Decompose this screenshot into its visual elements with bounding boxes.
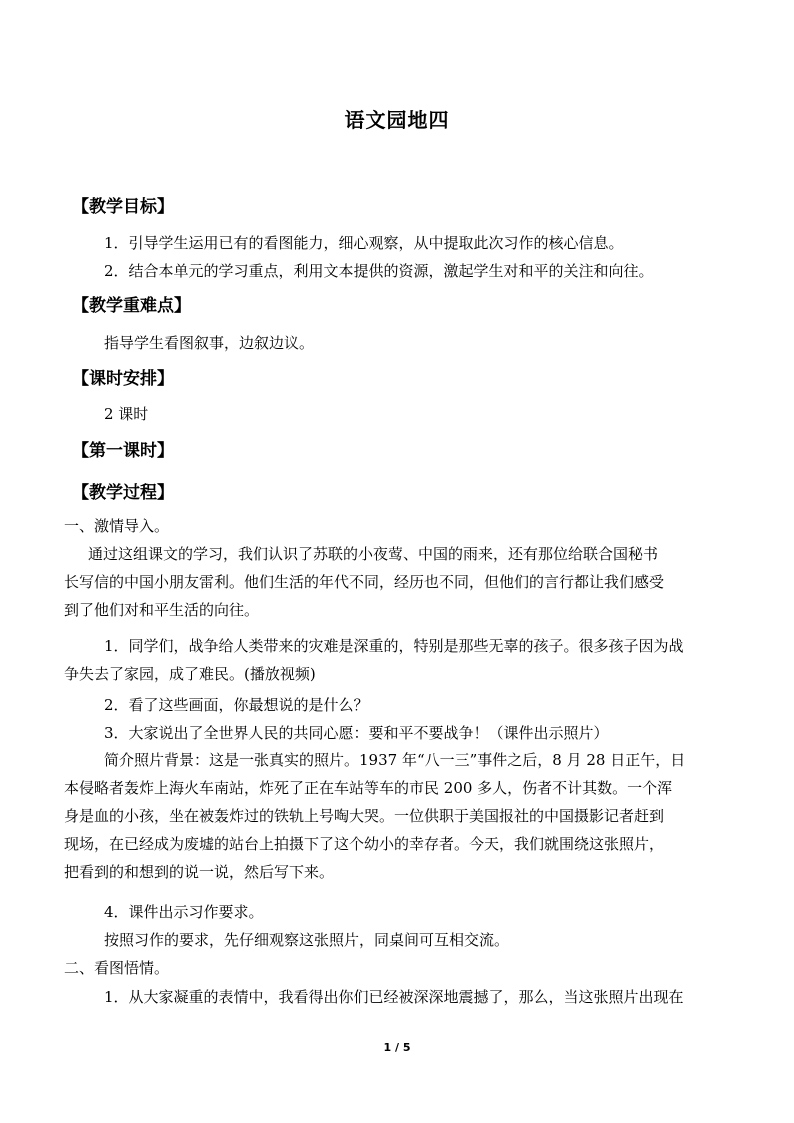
item3-text: 3．大家说出了全世界人民的共同心愿：要和平不要战争！（课件出示照片）: [104, 724, 609, 742]
item4-text: 4．课件出示习作要求。: [104, 903, 264, 921]
requirement-text: 按照习作的要求，先仔细观察这张照片，同桌间可互相交流。: [104, 931, 510, 949]
schedule-heading: 【课时安排】: [72, 369, 174, 389]
first-lesson-heading: 【第一课时】: [72, 441, 174, 461]
item1-row: 争失去了家园，成了难民。(播放视频): [64, 665, 316, 683]
page-title: 语文园地四: [344, 108, 450, 132]
intro-row: 长写信的中国小朋友雷利。他们生活的年代不同，经历也不同，但他们的言行都让我们感受: [64, 573, 665, 591]
photo-row: 把看到的和想到的说一说，然后写下来。: [64, 863, 335, 881]
intro-row: 到了他们对和平生活的向往。: [64, 601, 260, 619]
page-number: 1 / 5: [383, 1041, 411, 1054]
photo-row: 身是血的小孩，坐在被轰炸过的铁轨上号啕大哭。一位供职于美国报社的中国摄影记者赶到: [64, 807, 665, 825]
objective-item-1: 1．引导学生运用已有的看图能力，细心观察，从中提取此次习作的核心信息。: [104, 234, 624, 252]
process-heading: 【教学过程】: [72, 483, 174, 503]
photo-paragraph: [64, 746, 732, 886]
item2-text: 2．看了这些画面，你最想说的是什么？: [104, 696, 369, 714]
item1-paragraph: [64, 632, 732, 688]
objectives-heading: 【教学目标】: [72, 197, 174, 217]
photo-row: 本侵略者轰炸上海火车南站，炸死了正在车站等车的市民 200 多人，伤者不计其数。一个浑: [64, 779, 673, 797]
item1-row: 1．同学们，战争给人类带来的灾难是深重的，特别是那些无辜的孩子。很多孩子因为战: [104, 637, 684, 655]
part2-title: 二、看图悟情。: [64, 959, 170, 977]
photo-row: 简介照片背景：这是一张真实的照片。1937 年“八一三”事件之后，8 月 28 日正午，日: [104, 751, 686, 769]
objective-item-2: 2．结合本单元的学习重点，利用文本提供的资源，激起学生对和平的关注和向往。: [104, 262, 654, 280]
part2-item1-text: 1．从大家凝重的表情中，我看得出你们已经被深深地震撼了，那么，当这张照片出现在: [104, 988, 684, 1006]
key-points-heading: 【教学重难点】: [72, 296, 191, 316]
intro-row: 通过这组课文的学习，我们认识了苏联的小夜莺、中国的雨来，还有那位给联合国秘书: [88, 545, 659, 563]
key-points-text: 指导学生看图叙事，边叙边议。: [104, 334, 315, 352]
schedule-text: 2 课时: [104, 405, 149, 423]
photo-row: 现场，在已经成为废墟的站台上拍摄下了这个幼小的幸存者。今天，我们就围绕这张照片，: [64, 835, 665, 853]
intro-paragraph: [64, 540, 732, 624]
part1-title: 一、激情导入。: [64, 517, 170, 535]
